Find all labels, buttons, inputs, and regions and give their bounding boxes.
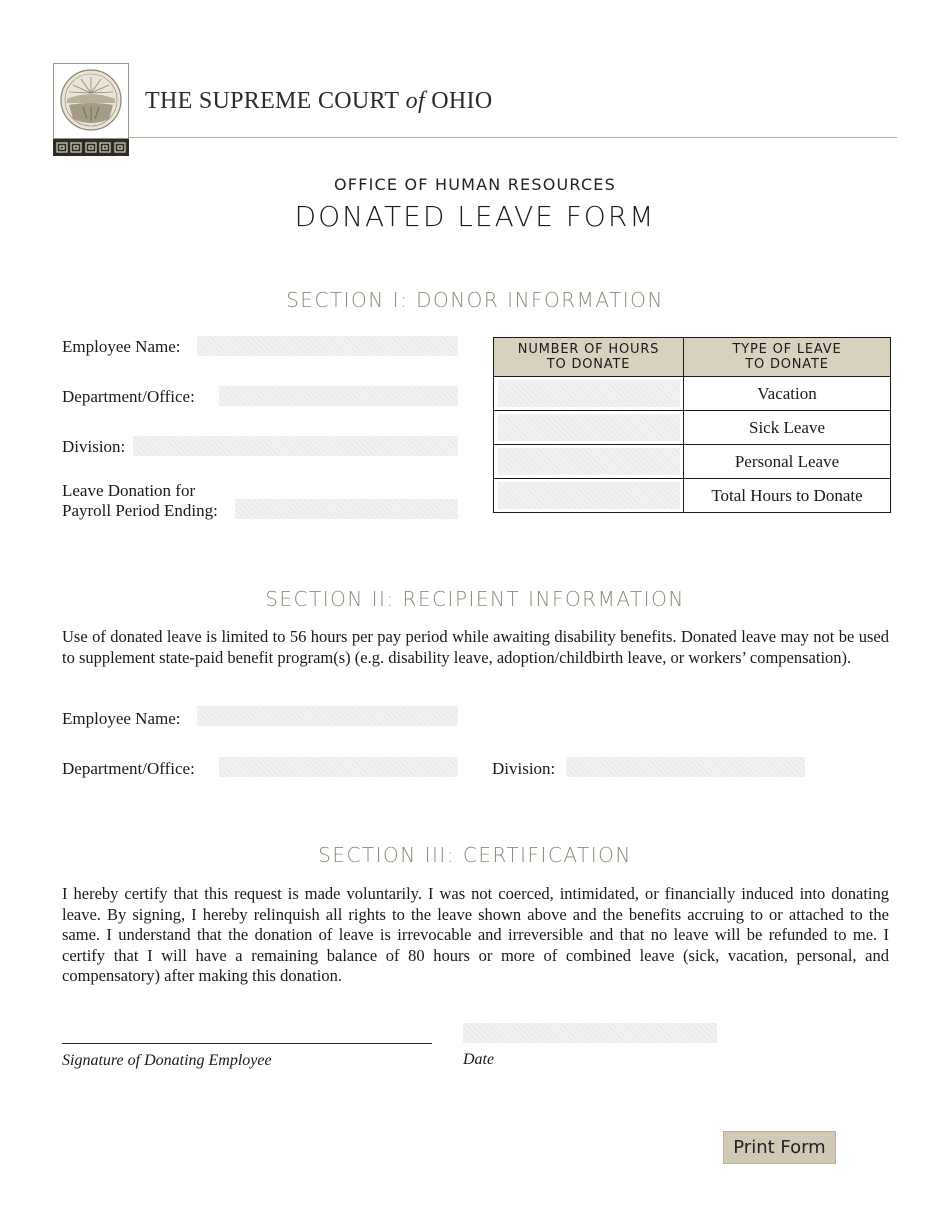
- court-name-of: of: [405, 88, 425, 114]
- payroll-period-field[interactable]: [235, 499, 458, 519]
- total-hours-cell: [494, 479, 684, 513]
- type-header-line1: TYPE OF LEAVE: [732, 342, 842, 357]
- table-row: [494, 377, 891, 411]
- total-type-cell: Total Hours to Donate: [684, 479, 891, 513]
- print-form-button[interactable]: Print Form: [723, 1131, 836, 1164]
- personal-hours-cell: [494, 445, 684, 479]
- recipient-notice: Use of donated leave is limited to 56 hours per pay period while awaiting disability benefits. Donated leave may not be used to supplement state-paid benefit program(s) (e.g. disability leave, adoption/childbirth leave, or workers’ compensation).: [62, 627, 889, 667]
- recipient-division-field[interactable]: [566, 757, 805, 777]
- sick-hours-field[interactable]: [498, 414, 680, 441]
- section-1-heading: SECTION I: DONOR INFORMATION: [286, 288, 664, 312]
- recipient-division-label: Division:: [492, 759, 556, 778]
- leave-hours-table: [493, 337, 891, 513]
- total-hours-field[interactable]: [498, 482, 680, 509]
- table-row: [494, 411, 891, 445]
- vacation-hours-field[interactable]: [498, 380, 680, 407]
- hours-header-line1: NUMBER OF HOURS: [517, 342, 660, 357]
- recipient-department-label: Department/Office:: [62, 759, 195, 778]
- recipient-department-field[interactable]: [219, 757, 458, 777]
- sick-type-cell: Sick Leave: [684, 411, 891, 445]
- page-title: DONATED LEAVE FORM: [294, 200, 656, 233]
- table-row: [494, 479, 891, 513]
- vacation-type-cell: Vacation: [684, 377, 891, 411]
- court-name: [145, 88, 492, 115]
- personal-hours-field[interactable]: [498, 448, 680, 475]
- donor-department-label: Department/Office:: [62, 387, 195, 406]
- donor-employee-name-field[interactable]: [197, 336, 458, 356]
- date-label: Date: [463, 1051, 495, 1068]
- recipient-employee-name-label: Employee Name:: [62, 709, 181, 728]
- donor-division-label: Division:: [62, 437, 126, 456]
- office-title: OFFICE OF HUMAN RESOURCES: [334, 175, 616, 194]
- sick-hours-cell: [494, 411, 684, 445]
- donor-employee-name-label: Employee Name:: [62, 337, 181, 356]
- court-name-prefix: THE SUPREME COURT: [145, 88, 400, 114]
- payroll-label-line2: Payroll Period Ending:: [62, 501, 218, 520]
- vacation-hours-cell: [494, 377, 684, 411]
- donor-division-field[interactable]: [133, 436, 458, 456]
- date-field[interactable]: [463, 1023, 717, 1043]
- donor-department-field[interactable]: [219, 386, 458, 406]
- leave-table-header: [494, 338, 891, 377]
- personal-type-cell: Personal Leave: [684, 445, 891, 479]
- header-rule: [129, 137, 897, 138]
- court-seal-logo: [53, 63, 129, 156]
- hours-column-header: [494, 338, 684, 377]
- signature-line[interactable]: [62, 1043, 432, 1044]
- section-3-heading: SECTION III: CERTIFICATION: [318, 843, 632, 867]
- table-row: [494, 445, 891, 479]
- recipient-employee-name-field[interactable]: [197, 706, 458, 726]
- payroll-label-line1: Leave Donation for: [62, 481, 196, 500]
- signature-label: Signature of Donating Employee: [62, 1052, 272, 1069]
- certification-text: I hereby certify that this request is made voluntarily. I was not coerced, intimidated, or financially induced into donating leave. By signing, I hereby relinquish all rights to the leave shown above and the benefits accruing to or attached to the same. I understand that the donation of leave is irrevocable and irreversible and that no leave will be refunded to me. I certify that I will have a remaining balance of 80 hours or more of combined leave (sick, vacation, personal, and compensatory) after making this donation.: [62, 884, 889, 985]
- court-name-suffix: OHIO: [431, 88, 493, 114]
- hours-header-line2: TO DONATE: [546, 357, 631, 372]
- type-column-header: [684, 338, 891, 377]
- type-header-line2: TO DONATE: [745, 357, 829, 372]
- section-2-heading: SECTION II: RECIPIENT INFORMATION: [265, 587, 685, 611]
